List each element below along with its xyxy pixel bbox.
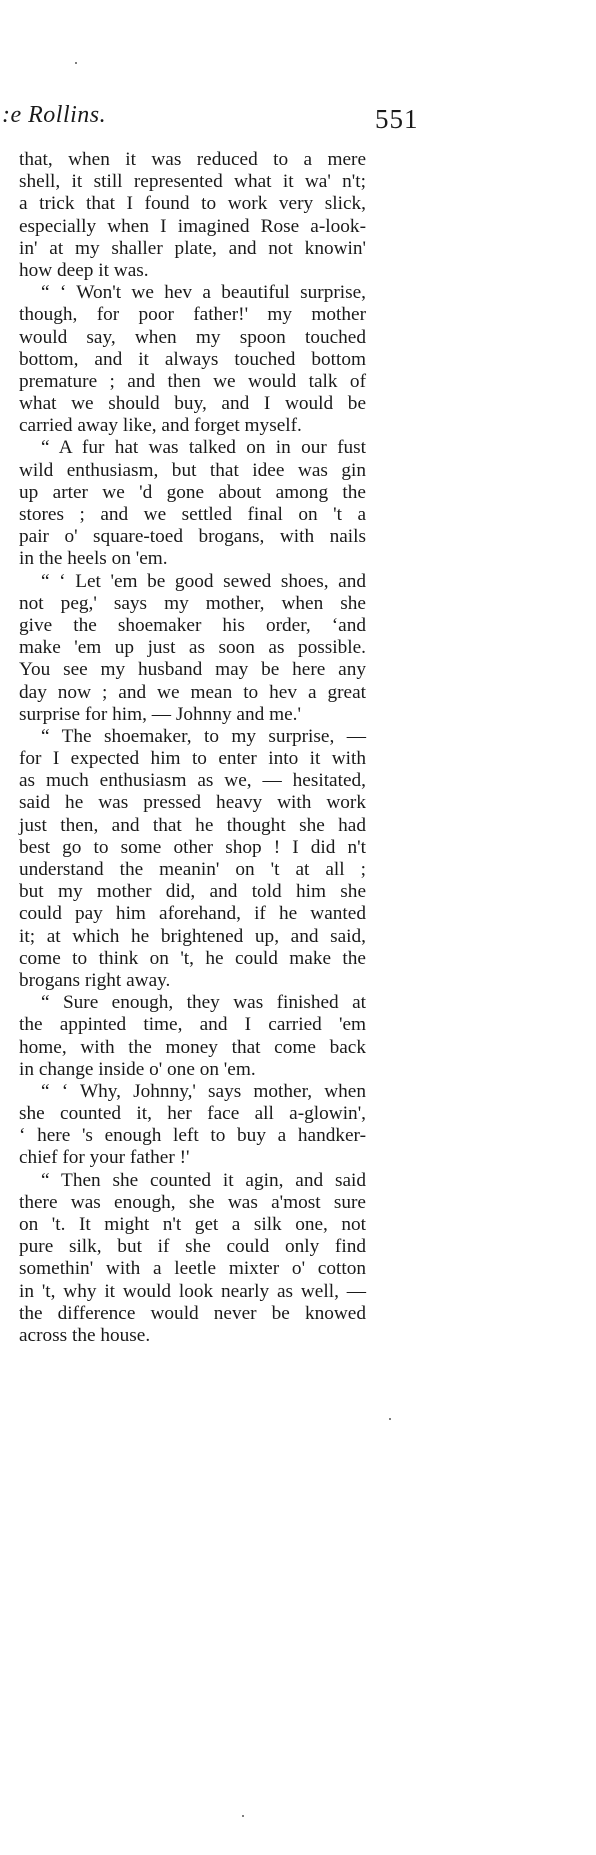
text-line: up arter we 'd gone about among the [19,481,366,503]
text-line: on 't. It might n't get a silk one, not [19,1214,366,1235]
text-line: what we should buy, and I would be [19,393,366,415]
text-line: somethin' with a leetle mixter o' cotton [19,1258,366,1280]
text-line: in' at my shaller plate, and not knowin' [19,237,366,259]
text-line: she counted it, her face all a-glowin', [19,1103,366,1125]
text-line: how deep it was. [19,259,149,281]
paper-speck [242,1815,244,1817]
text-line: stores ; and we settled final on 't a [19,504,366,525]
text-line: “ Then she counted it agin, and said [41,1169,366,1191]
text-line: carried away like, and forget myself. [19,415,302,437]
text-line: come to think on 't, he could make the [19,947,366,969]
text-line: for I expected him to enter into it with [19,748,366,770]
text-line: shell, it still represented what it wa' n't; [19,171,366,193]
text-line: understand the meanin' on 't at all ; [19,859,366,880]
text-line: ‘ here 's enough left to buy a handker- [19,1125,366,1147]
text-line: the difference would never be knowed [19,1302,366,1324]
text-line: “ ‘ Let 'em be good sewed shoes, and [41,570,366,592]
text-line: “ Sure enough, they was finished at [41,992,366,1014]
text-line: though, for poor father!' my mother [19,304,366,326]
text-line: that, when it was reduced to a mere [19,149,366,170]
text-line: You see my husband may be here any [19,659,366,681]
text-line: in change inside o' one on 'em. [19,1058,256,1080]
text-line: but my mother did, and told him she [19,881,366,903]
text-line: pair o' square-toed brogans, with nails [19,526,366,548]
text-line: in the heels on 'em. [19,548,168,570]
text-line: not peg,' says my mother, when she [19,592,366,614]
text-line: it; at which he brightened up, and said, [19,925,366,947]
text-line: best go to some other shop ! I did n't [19,836,366,858]
text-line: in 't, why it would look nearly as well, — [19,1280,366,1302]
text-line: “ A fur hat was talked on in our fust [41,437,366,459]
text-line: brogans right away. [19,969,171,991]
text-line: home, with the money that come back [19,1036,366,1058]
text-line: as much enthusiasm as we, — hesitated, [19,770,366,792]
page-header [0,102,596,142]
text-line: pure silk, but if she could only find [19,1236,366,1258]
body-text [19,149,366,1347]
text-line: said he was pressed heavy with work [19,792,366,814]
text-line: surprise for him, — Johnny and me.' [19,703,301,725]
running-head: :e Rollins. [2,102,107,128]
text-line: chief for your father !' [19,1147,190,1169]
text-line: would say, when my spoon touched [19,326,366,348]
text-line: across the house. [19,1324,151,1346]
text-line: a trick that I found to work very slick, [19,193,366,215]
text-line: could pay him aforehand, if he wanted [19,903,366,925]
text-line: just then, and that he thought she had [19,814,366,836]
text-line: especially when I imagined Rose a-look- [19,215,366,237]
paper-speck [75,62,77,64]
text-line: “ ‘ Why, Johnny,' says mother, when [41,1080,366,1102]
text-line: wild enthusiasm, but that idee was gin [19,459,366,481]
page-number: 551 [375,104,419,134]
text-line: premature ; and then we would talk of [19,370,366,392]
text-line: “ The shoemaker, to my surprise, — [41,725,366,747]
text-line: day now ; and we mean to hev a great [19,681,366,703]
text-line: the appinted time, and I carried 'em [19,1014,366,1036]
text-line: “ ‘ Won't we hev a beautiful surprise, [41,282,366,304]
text-line: give the shoemaker his order, ‘and [19,614,366,636]
text-line: there was enough, she was a'most sure [19,1191,366,1213]
text-line: bottom, and it always touched bottom [19,348,366,370]
paper-speck [389,1418,391,1420]
text-line: make 'em up just as soon as possible. [19,637,366,659]
